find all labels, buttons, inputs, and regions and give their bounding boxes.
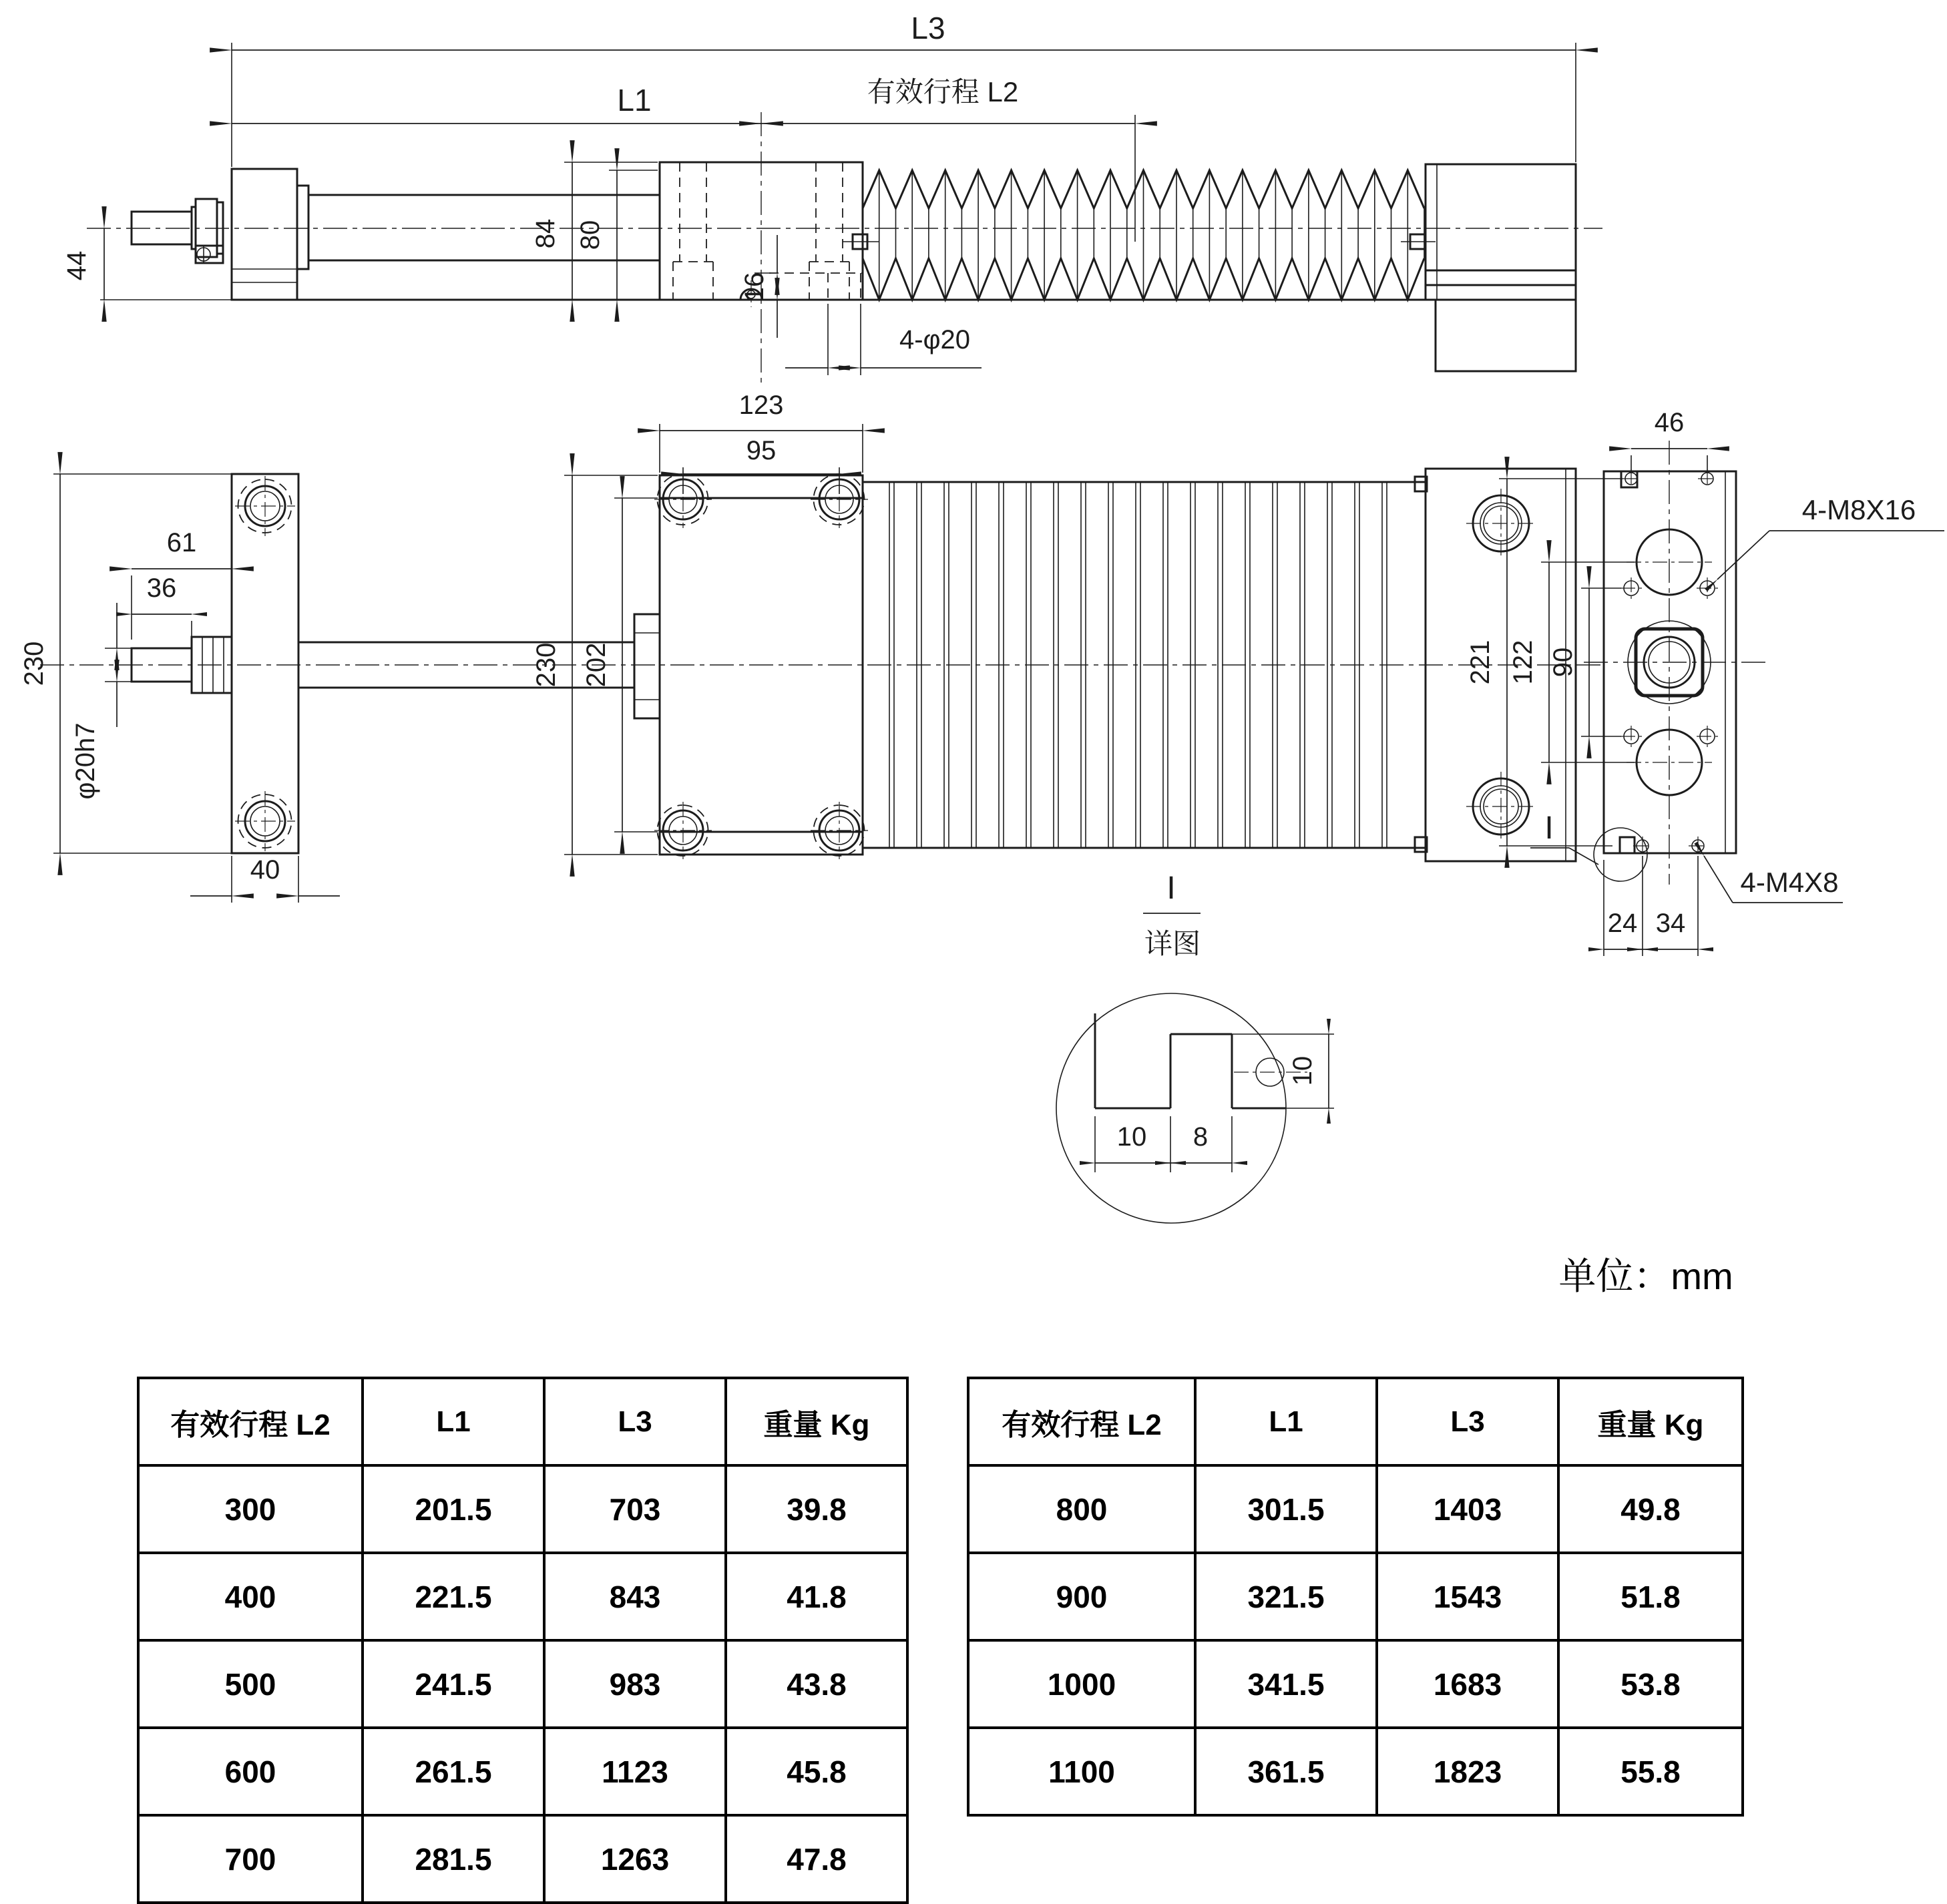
table-cell: 301.5 xyxy=(1195,1465,1377,1553)
table-row xyxy=(138,1553,907,1640)
dim-202: 202 xyxy=(582,642,611,688)
table-cell: 49.8 xyxy=(1558,1465,1743,1553)
header-cell: L3 xyxy=(544,1378,726,1465)
end-view xyxy=(1584,441,1769,885)
dim-stroke-l2: 有效行程 L2 xyxy=(867,76,1019,107)
block-hole xyxy=(654,802,712,859)
dim-4-m4x8: 4-M4X8 xyxy=(1740,867,1839,898)
table-cell: 321.5 xyxy=(1195,1553,1377,1640)
side-view-dimensions xyxy=(62,11,1576,375)
table-cell: 700 xyxy=(138,1815,363,1903)
end-view-dimensions xyxy=(1466,408,1944,956)
header-cell: 有效行程 L2 xyxy=(138,1378,363,1465)
unit-note: 单位：mm xyxy=(1558,1255,1733,1297)
table-cell: 1263 xyxy=(544,1815,726,1903)
table-cell: 41.8 xyxy=(726,1553,907,1640)
table-row xyxy=(968,1553,1743,1640)
detail-view xyxy=(1056,871,1334,1223)
table-cell: 43.8 xyxy=(726,1640,907,1728)
dim-10-left: 10 xyxy=(1116,1122,1147,1152)
table-cell: 341.5 xyxy=(1195,1640,1377,1728)
dim-34: 34 xyxy=(1655,909,1686,938)
table-cell: 983 xyxy=(544,1640,726,1728)
dim-90: 90 xyxy=(1548,647,1578,678)
shaft-center-feature xyxy=(1628,621,1711,704)
plan-view-dimensions xyxy=(19,391,863,903)
dimension-table-left xyxy=(137,1377,909,1904)
table-cell: 55.8 xyxy=(1558,1728,1743,1815)
table-cell: 500 xyxy=(138,1640,363,1728)
dim-61: 61 xyxy=(166,528,197,557)
table-cell: 600 xyxy=(138,1728,363,1815)
table-header-row xyxy=(968,1378,1743,1465)
dim-221: 221 xyxy=(1466,640,1495,685)
dim-rod-dia: φ20h7 xyxy=(71,722,100,800)
header-cell: L1 xyxy=(1195,1378,1377,1465)
table-cell: 361.5 xyxy=(1195,1728,1377,1815)
dim-122: 122 xyxy=(1508,640,1538,685)
dim-16: 16 xyxy=(740,272,769,302)
table-cell: 1000 xyxy=(968,1640,1195,1728)
dim-123: 123 xyxy=(738,391,784,420)
block-hole xyxy=(811,802,868,859)
table-header-row xyxy=(138,1378,907,1465)
table-cell: 201.5 xyxy=(363,1465,544,1553)
plan-view xyxy=(40,469,1602,861)
table-cell: 261.5 xyxy=(363,1728,544,1815)
table-cell: 1123 xyxy=(544,1728,726,1815)
table-row xyxy=(138,1728,907,1815)
table-cell: 47.8 xyxy=(726,1815,907,1903)
dim-10-right: 10 xyxy=(1288,1055,1317,1086)
table-row xyxy=(138,1465,907,1553)
dim-l1: L1 xyxy=(617,83,652,117)
cap-hole xyxy=(1466,489,1536,558)
table-cell: 1403 xyxy=(1377,1465,1558,1553)
dim-l3: L3 xyxy=(911,11,945,45)
table-cell: 703 xyxy=(544,1465,726,1553)
block-hole xyxy=(811,471,868,528)
dim-4-phi20: 4-φ20 xyxy=(899,325,970,354)
header-cell: L1 xyxy=(363,1378,544,1465)
dim-95: 95 xyxy=(746,436,777,465)
table-row xyxy=(138,1815,907,1903)
table-cell: 843 xyxy=(544,1553,726,1640)
dim-230-right: 230 xyxy=(531,642,561,688)
table-row xyxy=(968,1728,1743,1815)
table-cell: 300 xyxy=(138,1465,363,1553)
block-hole xyxy=(654,471,712,528)
table-cell: 39.8 xyxy=(726,1465,907,1553)
table-cell: 221.5 xyxy=(363,1553,544,1640)
table-row xyxy=(968,1640,1743,1728)
detail-caption: 详图 xyxy=(1144,928,1201,959)
table-row xyxy=(968,1465,1743,1553)
header-cell: 有效行程 L2 xyxy=(968,1378,1195,1465)
dim-230-left: 230 xyxy=(19,641,49,686)
table-cell: 1543 xyxy=(1377,1553,1558,1640)
dim-4-m8x16: 4-M8X16 xyxy=(1801,494,1916,525)
dim-8: 8 xyxy=(1193,1122,1209,1152)
dim-40: 40 xyxy=(250,855,280,885)
cap-hole xyxy=(1466,772,1536,841)
table-cell: 281.5 xyxy=(363,1815,544,1903)
flange-hole xyxy=(235,476,295,536)
table-cell: 241.5 xyxy=(363,1640,544,1728)
dim-46: 46 xyxy=(1654,408,1685,437)
table-cell: 51.8 xyxy=(1558,1553,1743,1640)
table-cell: 400 xyxy=(138,1553,363,1640)
dim-84: 84 xyxy=(531,218,560,249)
header-cell: 重量 Kg xyxy=(726,1378,907,1465)
dim-24: 24 xyxy=(1607,909,1638,938)
flange-hole xyxy=(235,791,295,851)
header-cell: 重量 Kg xyxy=(1558,1378,1743,1465)
detail-mark: I xyxy=(1166,871,1176,906)
table-row xyxy=(138,1640,907,1728)
dim-80: 80 xyxy=(576,220,605,250)
dim-36: 36 xyxy=(146,573,177,603)
header-cell: L3 xyxy=(1377,1378,1558,1465)
table-cell: 900 xyxy=(968,1553,1195,1640)
side-view xyxy=(87,112,1602,384)
table-cell: 1100 xyxy=(968,1728,1195,1815)
dimension-table-right xyxy=(967,1377,1744,1817)
table-cell: 45.8 xyxy=(726,1728,907,1815)
table-cell: 1683 xyxy=(1377,1640,1558,1728)
table-cell: 800 xyxy=(968,1465,1195,1553)
dim-44: 44 xyxy=(62,250,91,281)
table-cell: 1823 xyxy=(1377,1728,1558,1815)
detail-mark-ref: I xyxy=(1544,810,1554,846)
table-cell: 53.8 xyxy=(1558,1640,1743,1728)
